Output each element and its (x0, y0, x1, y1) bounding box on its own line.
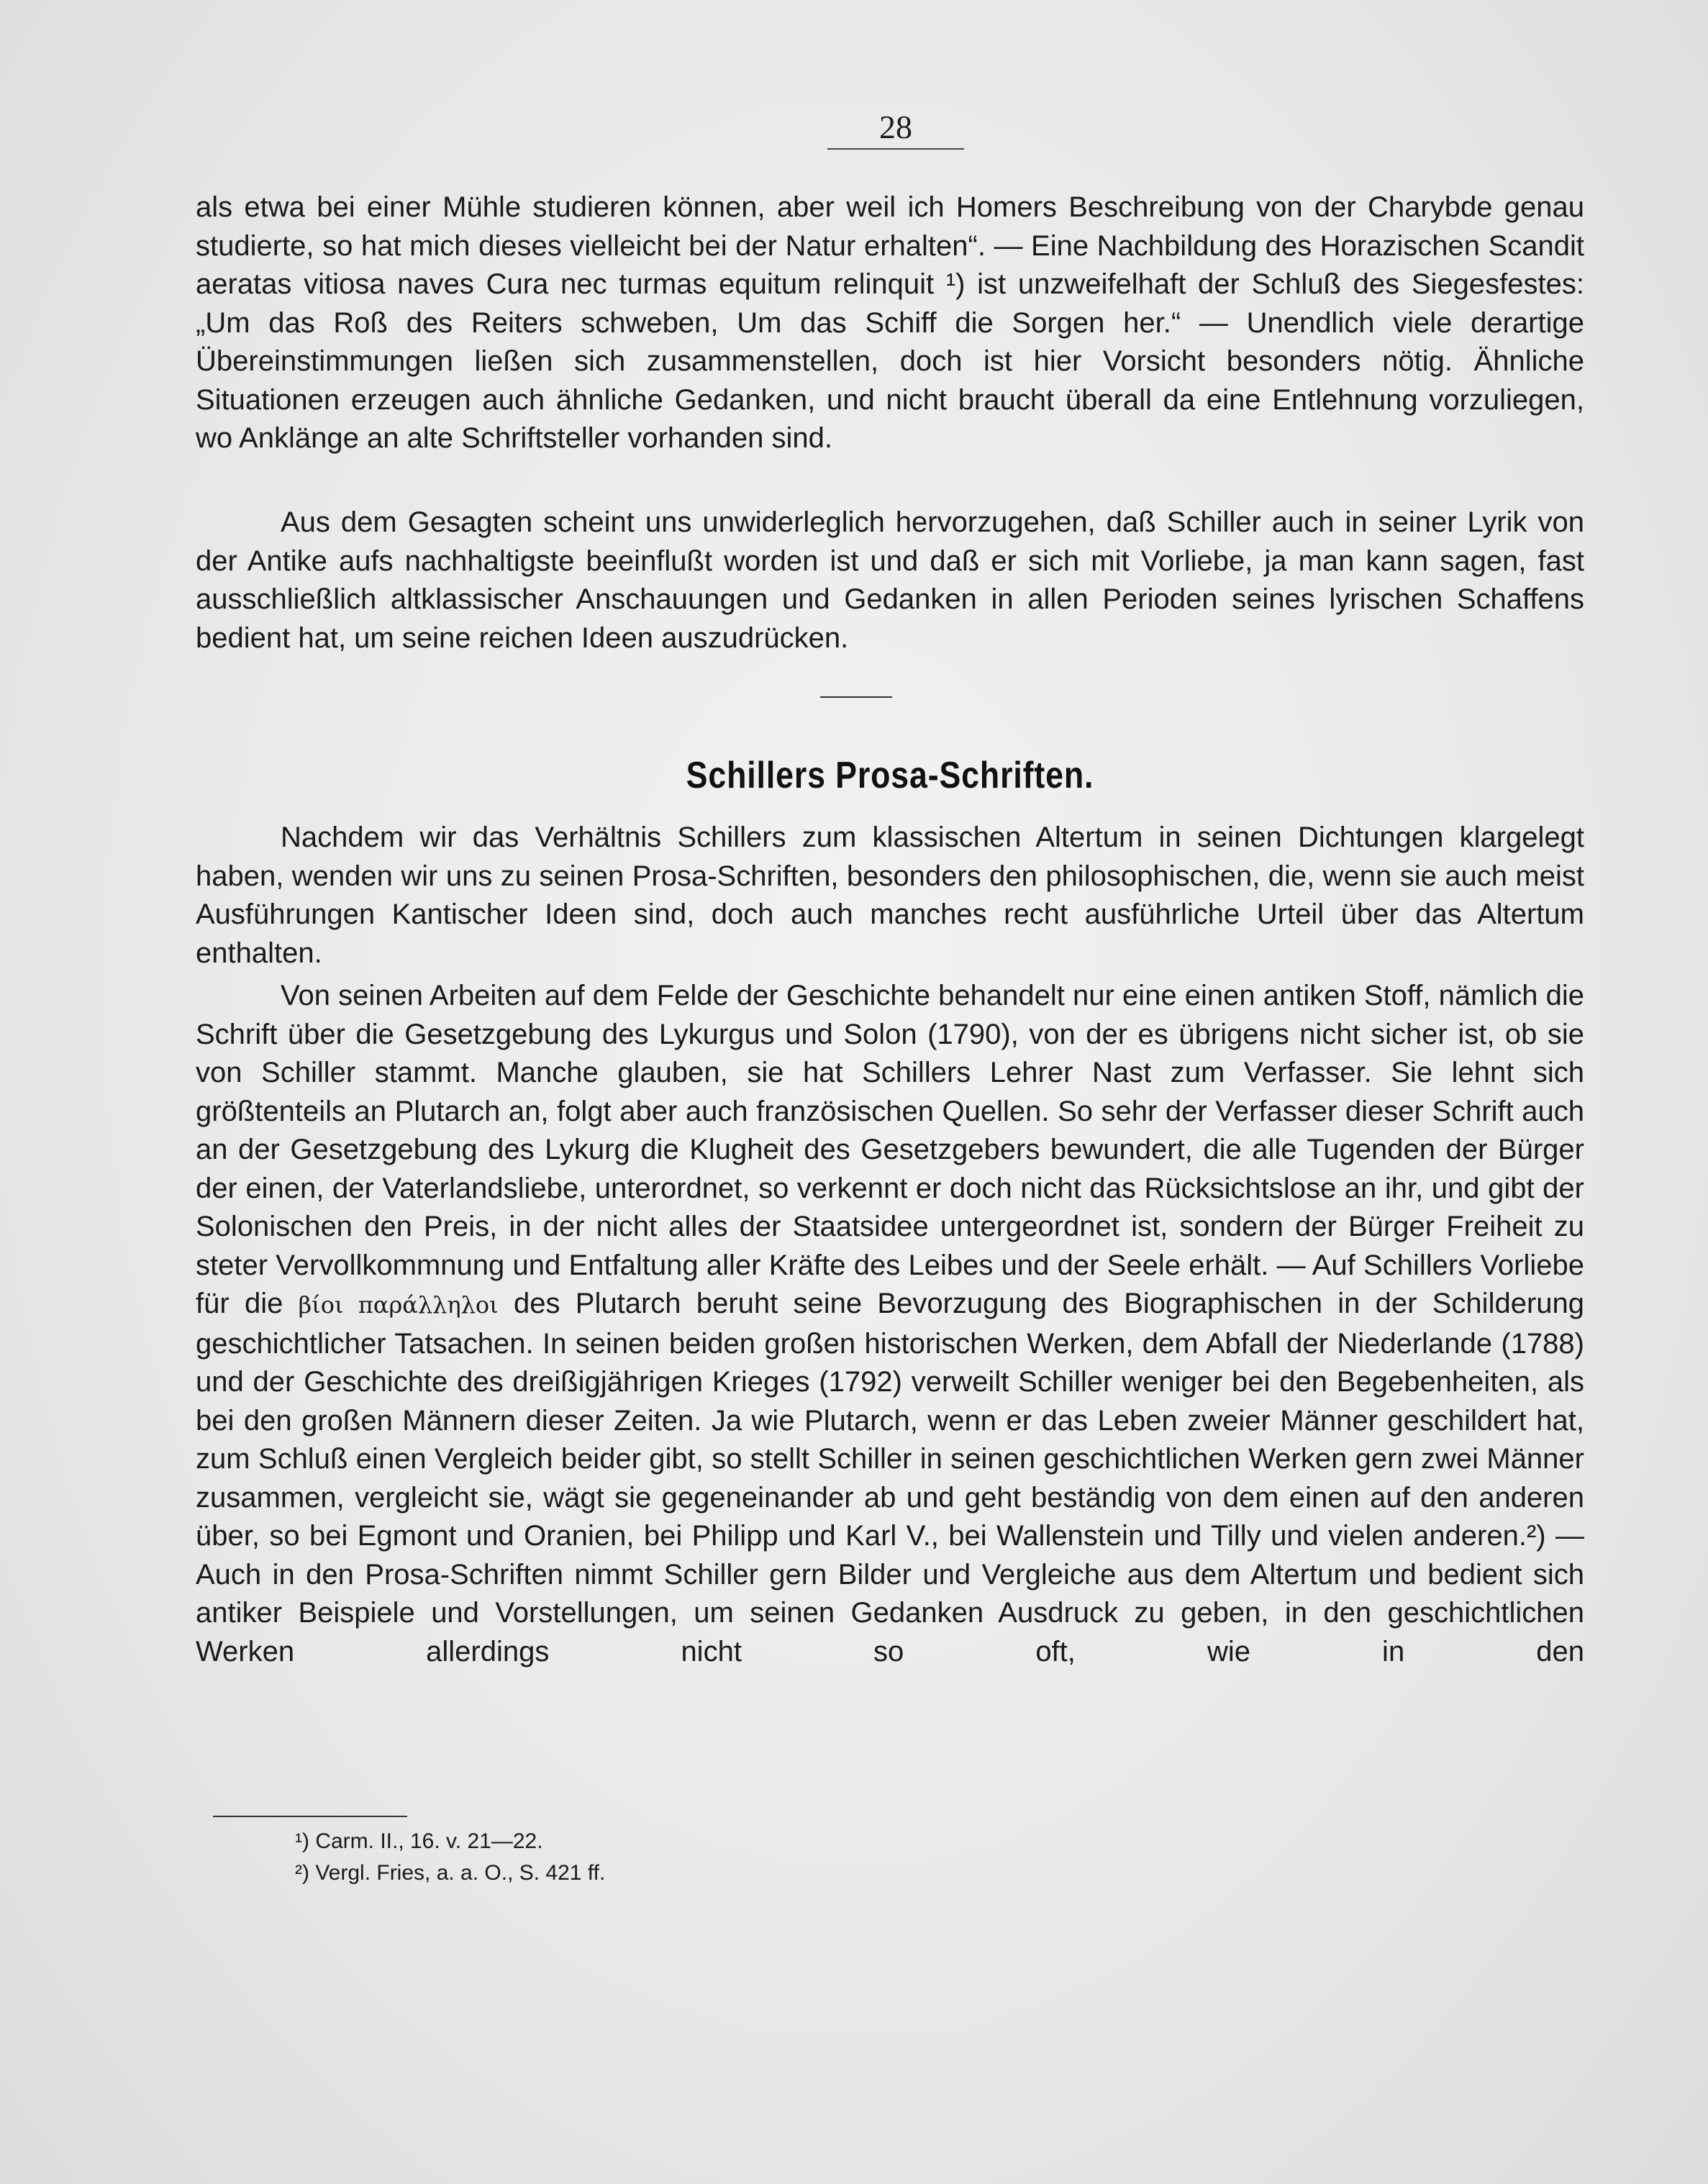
paragraph-4 (196, 977, 1584, 1671)
greek-phrase: βίοι παράλληλοι (298, 1291, 499, 1319)
page-number-header (827, 108, 964, 150)
paragraph-2-text: Aus dem Gesagten scheint uns unwiderleglich hervorzugehen, daß Schiller auch in seiner Lyrik von der Antike aufs nachhaltigste beeinflußt worden ist und daß er sich mit Vorliebe, ja man kann sagen, fast ausschließlich altklassischer Anschauungen und Gedanken in allen Perioden seines lyrischen Schaffens bedient hat, um seine reichen Ideen auszudrücken. (196, 506, 1584, 654)
paragraph-3 (196, 819, 1584, 973)
paragraph-4-part-b: des Plutarch beruht seine Bevorzugung des Biographischen in der Schilderung geschichtlicher Tatsachen. In seinen beiden großen historischen Werken, dem Abfall der Niederlande (1788) und der Geschichte des dreißigjährigen Krieges (1792) verweilt Schiller weniger bei den Begebenheiten, als bei den großen Männern dieser Zeiten. Ja wie Plutarch, wenn er das Leben zweier Männer geschildert hat, zum Schluß einen Vergleich beider gibt, so stellt Schiller in seinen geschichtlichen Werken gern zwei Männer zusammen, vergleicht sie, wägt sie gegeneinander ab und geht beständig von dem einen auf den anderen über, so bei Egmont und Oranien, bei Philipp und Karl V., bei Wallenstein und Tilly und vielen anderen.²) — Auch in den Prosa-Schriften nimmt Schiller gern Bilder und Vergleiche aus dem Altertum und bedient sich antiker Beispiele und Vorstellungen, um seinen Gedanken Ausdruck zu geben, in den geschichtlichen Werken allerdings nicht so oft, wie in den (196, 1288, 1585, 1667)
page-number: 28 (879, 109, 912, 145)
section-heading: Schillers Prosa-Schriften. (686, 755, 1094, 796)
footnote-rule (213, 1816, 407, 1817)
paragraph-4-text (196, 977, 1584, 1671)
section-divider (820, 696, 892, 698)
paragraph-4-part-a: Von seinen Arbeiten auf dem Felde der Geschichte behandelt nur eine einen antiken Stoff, nämlich die Schrift über die Gesetzgebung des Lykurgus und Solon (1790), von der es übrigens nicht sicher ist, ob sie von Schiller stammt. Manche glauben, sie hat Schillers Lehrer Nast zum Verfasser. Sie lehnt sich größtenteils an Plutarch an, folgt aber auch französischen Quellen. So sehr der Verfasser dieser Schrift auch an der Gesetzgebung des Lykurg die Klugheit des Gesetzgebers bewundert, die alle Tugenden der Bürger der einen, der Vaterlandsliebe, unterordnet, so verkennt er doch nicht das Rücksichtslose an ihr, und gibt der Solonischen den Preis, in der nicht alles der Staatsidee untergeordnet ist, sondern der Bürger Freiheit zu steter Vervollkommnung und Entfaltung aller Kräfte des Leibes und der Seele erhält. — Auf Schillers Vorliebe für die (196, 980, 1584, 1319)
footnote-2: ²) Vergl. Fries, a. a. O., S. 421 ff. (295, 1861, 606, 1885)
footnotes (295, 1826, 605, 1889)
page-number-rule (827, 148, 964, 150)
paragraph-1 (196, 188, 1584, 458)
paragraph-2 (196, 504, 1584, 658)
paragraph-3-text: Nachdem wir das Verhältnis Schillers zum klassischen Altertum in seinen Dichtungen klargelegt haben, wenden wir uns zu seinen Prosa-Schriften, besonders den philosophischen, die, wenn sie auch meist Ausführungen Kantischer Ideen sind, doch auch manches recht ausführliche Urteil über das Altertum enthalten. (196, 822, 1584, 969)
footnote-1: ¹) Carm. II., 16. v. 21—22. (295, 1829, 543, 1853)
paragraph-1-text: als etwa bei einer Mühle studieren können, aber weil ich Homers Beschreibung von der Charybde genau studierte, so hat mich dieses vielleicht bei der Natur erhalten“. — Eine Nachbildung des Horazischen Scandit aeratas vitiosa naves Cura nec turmas equitum relinquit ¹) ist unzweifelhaft der Schluß des Siegesfestes: „Um das Roß des Reiters schweben, Um das Schiff die Sorgen her.“ — Unendlich viele derartige Übereinstimmungen ließen sich zusammenstellen, doch ist hier Vorsicht besonders nötig. Ähnliche Situationen erzeugen auch ähnliche Gedanken, und nicht braucht überall da eine Entlehnung vorzuliegen, wo Anklänge an alte Schriftsteller vorhanden sind. (196, 191, 1584, 454)
